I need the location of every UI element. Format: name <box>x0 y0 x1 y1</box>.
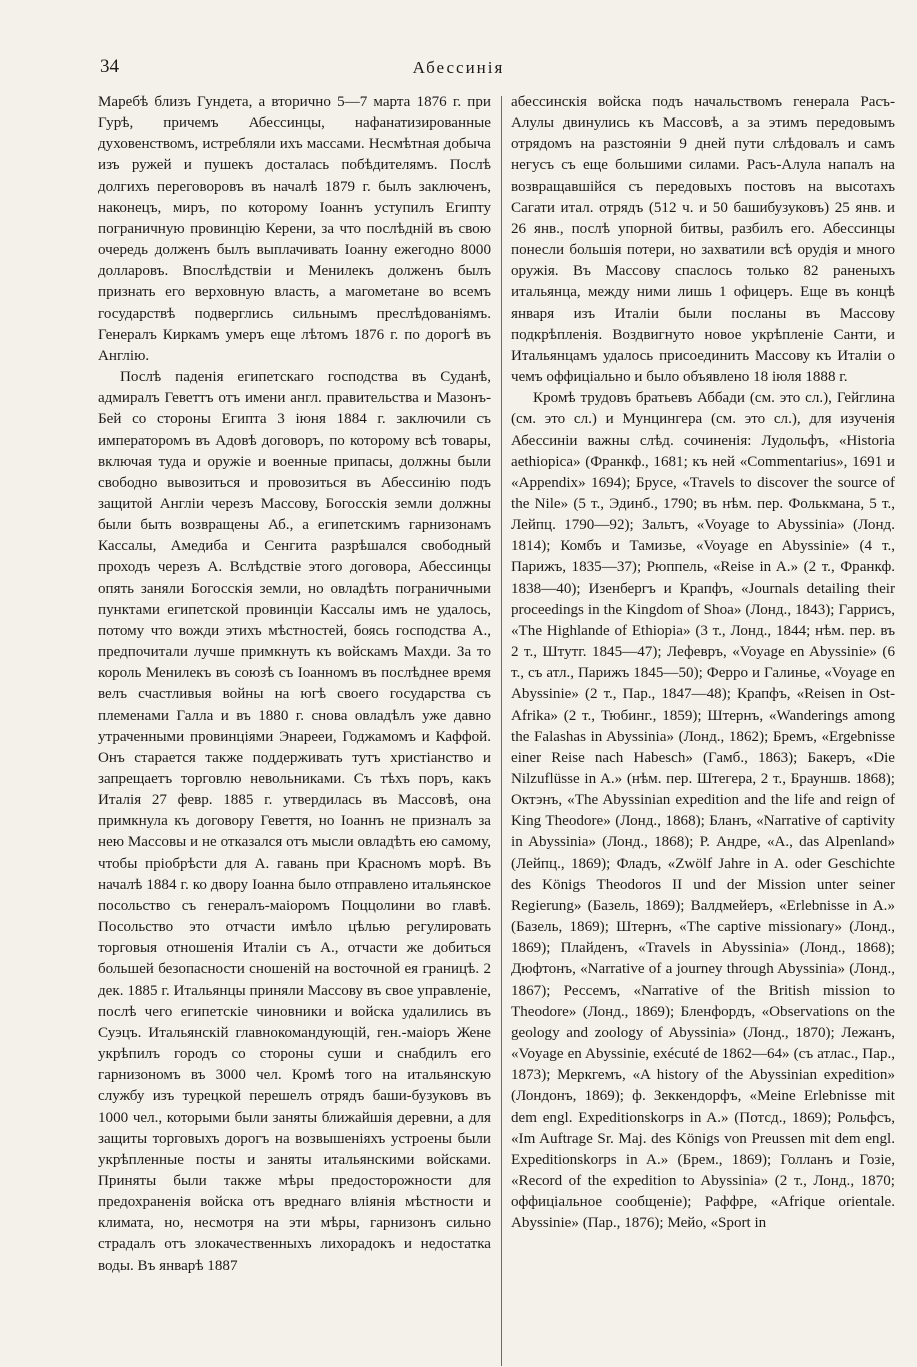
paragraph: абессинскія войска подъ начальствомъ генерала Расъ-Алулы двинулись къ Массовѣ, а за этимъ передовымъ отрядомъ на разстояніи 9 дней пути слѣдовалъ и самъ негусъ съ еще большими силами. Расъ-Алула напалъ на возвращавшійся съ передовыхъ постовъ на высотахъ Сагати итал. отрядъ (512 ч. и 50 башибузуковъ) 25 янв. и 26 янв., послѣ упорной битвы, разбилъ его. Абессинцы понесли большія потери, но захватили всѣ орудія и много оружія. Въ Массову спаслось только 82 раненыхъ итальянца, между ними лишь 1 офицеръ. Еще въ концѣ января изъ Италіи были посланы въ Массову подкрѣпленія. Воздвигнуто новое укрѣпленіе Санти, и Итальянцамъ удалось присоединить Массову къ Италіи о чемъ оффиціально и было объявлено 18 іюля 1888 г. <box>511 94 895 386</box>
paragraph: Послѣ паденія египетскаго господства въ Суданѣ, адмиралъ Геветтъ отъ имени англ. правительства и Мазонъ-Бей со стороны Египта 3 іюня 1884 г. заключили съ императоромъ въ Адовѣ договоръ, по которому всѣ товары, включая туда и оружіе и военные припасы, должны были свободно вывозиться и провозиться въ Абессинію подъ защитой Англіи черезъ Массову, Богосскія земли должны были быть возвращены Аб., а египетскимъ гарнизонамъ Кассалы, Амедиба и Сенгита разрѣшался свободный проходъ черезъ А. Вслѣдствіе этого договора, Абессинцы опять заняли Богосскія земли, но овладѣть пограничными пунктами египетской провинціи Кассалы имъ не удалось, потому что вожди этихъ мѣстностей, боясь господства А., предпочитали лучше примкнуть къ войскамъ Махди. За то король Менилекъ въ союзѣ съ Іоанномъ въ послѣднее время велъ счастливыя войны на югѣ своего государства съ племенами Галла и въ 1880 г. снова овладѣлъ уже давно утраченными провинціями Энарееи, Годжамомъ и Каффой. Онъ старается также поддерживать тутъ христіанство и запрещаетъ торговлю невольниками. Съ тѣхъ поръ, какъ Италія 27 февр. 1885 г. утвердилась въ Массовѣ, она примкнула къ договору Гевеття, но Іоаннъ не призналъ за нею Массовы и не отказался отъ мысли овладѣть ею самому, чтобы пріобрѣсти для А. гавань при Красномъ морѣ. Въ началѣ 1884 г. ко двору Іоанна было отправлено итальянское посольство съ генералъ-маіоромъ Поццолини во главѣ. Посольство это отчасти имѣло цѣлью регулировать торговыя отношенія Италіи съ А., отчасти же добиться большей безопасности сношеній на восточной ея границѣ. 2 дек. 1885 г. Итальянцы приняли Массову въ свое управленіе, послѣ чего египетскіе чиновники и войска удалились въ Суэцъ. Итальянскій главнокомандующій, ген.-маіоръ Жене укрѣпилъ городъ со стороны суши и снабдилъ его гарнизономъ въ 3000 чел. Кромѣ того на итальянскую службу изъ турецкой перешелъ отрядъ баши-бузуковъ въ 1000 чел., которыми были заняты ближайшія деревни, а для защиты торговыхъ дорогъ на возвышеніяхъ устроены были укрѣпленные посты и заняты итальянскими войсками. Приняты были также мѣры предосторожности для предохраненія войска отъ вреднаго вліянія мѣстности и климата, но, несмотря на эти мѣры, гарнизонъ сильно страдалъ отъ злокачественныхъ лихорадокъ и недостатка воды. Въ январѣ 1887 <box>98 369 491 1274</box>
running-head: Абессинія <box>412 58 505 77</box>
left-column <box>98 92 491 1277</box>
column-divider <box>501 96 502 1366</box>
paragraph: Маребѣ близъ Гундета, а вторично 5—7 марта 1876 г. при Гурѣ, причемъ Абессинцы, нафанатизированные духовенствомъ, истребляли ихъ массами. Несмѣтная добыча изъ ружей и пушекъ досталась побѣдителямъ. Послѣ долгихъ переговоровъ въ началѣ 1879 г. былъ заключенъ, наконецъ, миръ, по которому Іоаннъ уступилъ Египту пограничную провинцію Керени, за что послѣдній въ свою очередь долженъ былъ выплачивать Іоанну ежегодно 8000 долларовъ. Впослѣдствіи и Менилекъ долженъ былъ признать его верховную власть, а магометане во всемъ государствѣ подверглись сильнымъ преслѣдованіямъ. Генералъ Киркамъ умеръ еще лѣтомъ 1876 г. по дорогѣ въ Англію. <box>98 94 491 364</box>
page-number: 34 <box>100 56 119 77</box>
right-column <box>511 92 895 1234</box>
paragraph: Кромѣ трудовъ братьевъ Аббади (см. это сл.), Гейглина (см. это сл.) и Мунцингера (см. это сл.), для изученія Абессиніи важны слѣд. сочиненія: Лудольфъ, «Historia aethiopica» (Франкф., 1681; къ ней «Commentarius», 1691 и «Appendix» 1694); Брусе, «Travels to discover the source of the Nile» (5 т., Эдинб., 1790; въ нѣм. пер. Фолькмана, 5 т., Лейпц. 1790—92); Зальтъ, «Voyage to Abyssinia» (Лонд. 1814); Комбъ и Тамизье, «Voyage en Abyssinie» (4 т., Парижъ, 1835—37); Рюппель, «Reise in A.» (2 т., Франкф. 1838—40); Изенбергъ и Крапфъ, «Journals detailing their proceedings in the Kingdom of Shoa» (Лонд., 1843); Гаррисъ, «The Highlande of Ethiopia» (3 т., Лонд., 1844; нѣм. пер. въ 2 т., Штутг. 1845—47); Лефевръ, «Voyage en Abyssinie» (6 т., съ атл., Парижъ 1845—50); Ферро и Галиньe, «Voyage en Abyssinie» (2 т., Пар., 1847—48); Крапфъ, «Reisen in Ost-Afrika» (2 т., Тюбинг., 1859); Штернъ, «Wanderings among the Falashas in Abyssinia» (Лонд., 1862); Бремъ, «Ergebnisse einer Reise nach Habesch» (Гамб., 1863); Бакеръ, «Die Nilzuflüsse in A.» (нѣм. пер. Штегера, 2 т., Брауншв. 1868); Октэнъ, «The Abyssinian expedition and the life and reign of King Theodore» (Лонд., 1868); Бланъ, «Narrative of captivity in Abyssinia» (Лонд., 1868); Р. Андре, «А., das Alpenland» (Лейпц., 1869); Фладъ, «Zwölf Jahre in A. oder Geschichte des Königs Theodoros II und der Mission unter seiner Regierung» (Базель, 1869); Валдмейеръ, «Erlebnisse in A.» (Базель, 1869); Штернъ, «The captive missionary» (Лонд., 1869); Плайденъ, «Travels in Abyssinia» (Лонд., 1868); Дюфтонъ, «Narrative of a journey through Abyssinia» (Лонд., 1867); Рессемъ, «Narrative of the British mission to Theodore» (Лонд., 1869); Бленфордъ, «Observations on the geology and zoology of Abyssinia» (Лонд., 1870); Лежанъ, «Voyage en Abyssinie, exécuté de 1862—64» (съ атлас., Пар., 1873); Меркгемъ, «A history of the Abyssinian expedition» (Лондонъ, 1869); ф. Зеккендорфъ, «Meine Erlebnisse mit dem engl. Expeditionskorps in A.» (Потсд., 1869); Рольфсъ, «Im Auftrage Sr. Maj. des Königs von Preussen mit dem engl. Expeditionskorps in A.» (Брем., 1869); Голланъ и Гозіе, «Record of the expedition to Abyssinia» (2 т., Лонд., 1870; оффиціальное сообщеніе); Раффре, «Afrique orientale. Abyssinie» (Пар., 1876); Мейо, «Sport in <box>511 390 895 1232</box>
